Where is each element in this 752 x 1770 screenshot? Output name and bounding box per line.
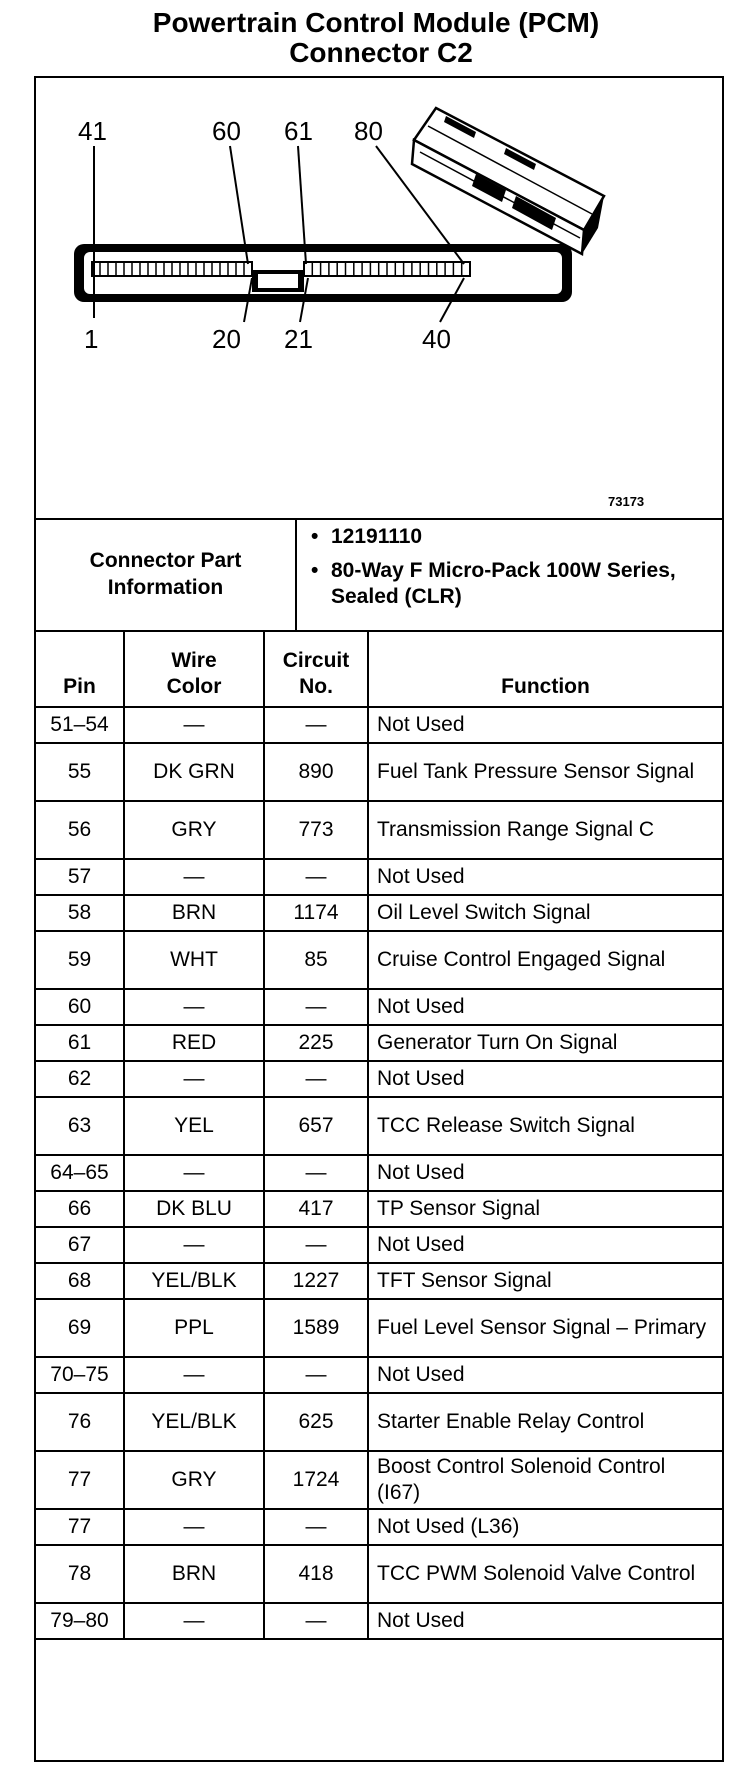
function-cell: TFT Sensor Signal: [368, 1263, 722, 1299]
wire-color-cell: YEL/BLK: [124, 1263, 264, 1299]
circuit-cell: —: [264, 1509, 368, 1545]
bullet: •: [311, 525, 319, 548]
table-row: [36, 1393, 722, 1451]
table-row: [36, 931, 722, 989]
pin-cell: 77: [36, 1451, 124, 1509]
circuit-cell: 1724: [264, 1451, 368, 1509]
pin-label-61: 61: [284, 116, 313, 146]
function-cell: Not Used (L36): [368, 1509, 722, 1545]
circuit-cell: —: [264, 707, 368, 743]
wire-color-cell: GRY: [124, 801, 264, 859]
wire-color-cell: —: [124, 707, 264, 743]
pin-cell: 56: [36, 801, 124, 859]
connector-diagram: [36, 78, 722, 520]
pin-cell: 57: [36, 859, 124, 895]
function-cell: TCC PWM Solenoid Valve Control: [368, 1545, 722, 1603]
pin-cell: 77: [36, 1509, 124, 1545]
connector-info-values: [311, 524, 711, 610]
wire-color-cell: —: [124, 859, 264, 895]
function-cell: Not Used: [368, 1155, 722, 1191]
connector-illustration: [36, 78, 722, 518]
circuit-cell: —: [264, 1227, 368, 1263]
table-row: [36, 1155, 722, 1191]
part-number: 12191110: [331, 525, 423, 548]
function-cell: Cruise Control Engaged Signal: [368, 931, 722, 989]
pin-cell: 62: [36, 1061, 124, 1097]
function-cell: Boost Control Solenoid Control (I67): [368, 1451, 722, 1509]
wire-color-cell: RED: [124, 1025, 264, 1061]
pin-cell: 64–65: [36, 1155, 124, 1191]
pin-cell: 69: [36, 1299, 124, 1357]
function-cell: Transmission Range Signal C: [368, 801, 722, 859]
part-number-item: [311, 524, 711, 550]
pin-cell: 51–54: [36, 707, 124, 743]
header-pin: Pin: [36, 630, 124, 707]
title-line-1: Powertrain Control Module (PCM): [152, 7, 600, 38]
wire-color-cell: —: [124, 1357, 264, 1393]
connector-sheet: [34, 76, 724, 1762]
wire-color-cell: —: [124, 1509, 264, 1545]
title-line-2: Connector C2: [289, 37, 473, 68]
circuit-cell: —: [264, 1357, 368, 1393]
bullet: •: [311, 559, 319, 582]
circuit-cell: —: [264, 989, 368, 1025]
connector-description: 80-Way F Micro-Pack 100W Series, Sealed (CLR): [331, 559, 676, 608]
connector-description-item: [311, 558, 711, 610]
table-row: [36, 1263, 722, 1299]
function-cell: Not Used: [368, 1227, 722, 1263]
pin-cell: 67: [36, 1227, 124, 1263]
function-cell: Oil Level Switch Signal: [368, 895, 722, 931]
function-cell: Not Used: [368, 859, 722, 895]
function-cell: Not Used: [368, 707, 722, 743]
pin-cell: 61: [36, 1025, 124, 1061]
circuit-cell: 225: [264, 1025, 368, 1061]
pins-left: [92, 262, 252, 276]
pin-cell: 76: [36, 1393, 124, 1451]
table-row: [36, 1509, 722, 1545]
circuit-cell: 1174: [264, 895, 368, 931]
pin-cell: 78: [36, 1545, 124, 1603]
table-row: [36, 859, 722, 895]
table-row: [36, 1603, 722, 1639]
table-row: [36, 895, 722, 931]
wire-color-cell: BRN: [124, 895, 264, 931]
pin-cell: 66: [36, 1191, 124, 1227]
table-row: [36, 1451, 722, 1509]
function-cell: Fuel Level Sensor Signal – Primary: [368, 1299, 722, 1357]
circuit-cell: 418: [264, 1545, 368, 1603]
circuit-cell: 85: [264, 931, 368, 989]
function-cell: Not Used: [368, 989, 722, 1025]
wire-color-cell: YEL: [124, 1097, 264, 1155]
circuit-cell: 417: [264, 1191, 368, 1227]
table-row: [36, 801, 722, 859]
pin-label-40: 40: [422, 324, 451, 354]
reference-number: 73173: [608, 494, 645, 509]
table-row: [36, 1025, 722, 1061]
wire-color-cell: DK BLU: [124, 1191, 264, 1227]
header-circuit-no: Circuit No.: [264, 630, 368, 707]
connector-info-label: [36, 518, 297, 630]
wire-color-cell: —: [124, 1061, 264, 1097]
pin-label-41: 41: [78, 116, 107, 146]
pin-cell: 58: [36, 895, 124, 931]
pinout-table-body: [36, 707, 722, 1639]
table-header-row: [36, 630, 722, 707]
pin-label-21: 21: [284, 324, 313, 354]
wire-color-cell: WHT: [124, 931, 264, 989]
circuit-cell: 890: [264, 743, 368, 801]
pin-cell: 70–75: [36, 1357, 124, 1393]
circuit-cell: —: [264, 1603, 368, 1639]
wire-color-cell: —: [124, 1227, 264, 1263]
table-row: [36, 989, 722, 1025]
pin-cell: 60: [36, 989, 124, 1025]
function-cell: Not Used: [368, 1603, 722, 1639]
function-cell: TP Sensor Signal: [368, 1191, 722, 1227]
wire-color-cell: YEL/BLK: [124, 1393, 264, 1451]
table-row: [36, 1097, 722, 1155]
wire-color-cell: GRY: [124, 1451, 264, 1509]
pin-label-60: 60: [212, 116, 241, 146]
table-row: [36, 1299, 722, 1357]
circuit-cell: 657: [264, 1097, 368, 1155]
pin-label-80: 80: [354, 116, 383, 146]
table-row: [36, 1191, 722, 1227]
header-function: Function: [368, 630, 722, 707]
table-row: [36, 743, 722, 801]
table-row: [36, 707, 722, 743]
wire-color-cell: BRN: [124, 1545, 264, 1603]
wire-color-cell: —: [124, 1155, 264, 1191]
circuit-cell: 1589: [264, 1299, 368, 1357]
circuit-cell: 625: [264, 1393, 368, 1451]
wire-color-cell: DK GRN: [124, 743, 264, 801]
connector-info-label-line-2: Information: [107, 576, 224, 599]
table-row: [36, 1227, 722, 1263]
pin-cell: 68: [36, 1263, 124, 1299]
function-cell: Starter Enable Relay Control: [368, 1393, 722, 1451]
table-row: [36, 1061, 722, 1097]
function-cell: Not Used: [368, 1357, 722, 1393]
pin-label-1: 1: [84, 324, 99, 354]
circuit-cell: 1227: [264, 1263, 368, 1299]
function-cell: Fuel Tank Pressure Sensor Signal: [368, 743, 722, 801]
circuit-cell: —: [264, 859, 368, 895]
connector-gap-face: [258, 274, 298, 288]
function-cell: Generator Turn On Signal: [368, 1025, 722, 1061]
connector-info-label-line-1: Connector Part: [89, 549, 242, 572]
pin-cell: 79–80: [36, 1603, 124, 1639]
pin-label-20: 20: [212, 324, 241, 354]
circuit-cell: —: [264, 1155, 368, 1191]
function-cell: Not Used: [368, 1061, 722, 1097]
header-wire-color: Wire Color: [124, 630, 264, 707]
pin-cell: 63: [36, 1097, 124, 1155]
wire-color-cell: —: [124, 989, 264, 1025]
table-row: [36, 1545, 722, 1603]
pins-right: [304, 262, 470, 276]
circuit-cell: 773: [264, 801, 368, 859]
pin-cell: 55: [36, 743, 124, 801]
wire-color-cell: —: [124, 1603, 264, 1639]
pin-cell: 59: [36, 931, 124, 989]
table-row: [36, 1357, 722, 1393]
connector-part-info: [36, 518, 722, 632]
circuit-cell: —: [264, 1061, 368, 1097]
function-cell: TCC Release Switch Signal: [368, 1097, 722, 1155]
wire-color-cell: PPL: [124, 1299, 264, 1357]
page-title: [0, 8, 752, 68]
pinout-table: [36, 630, 722, 1640]
